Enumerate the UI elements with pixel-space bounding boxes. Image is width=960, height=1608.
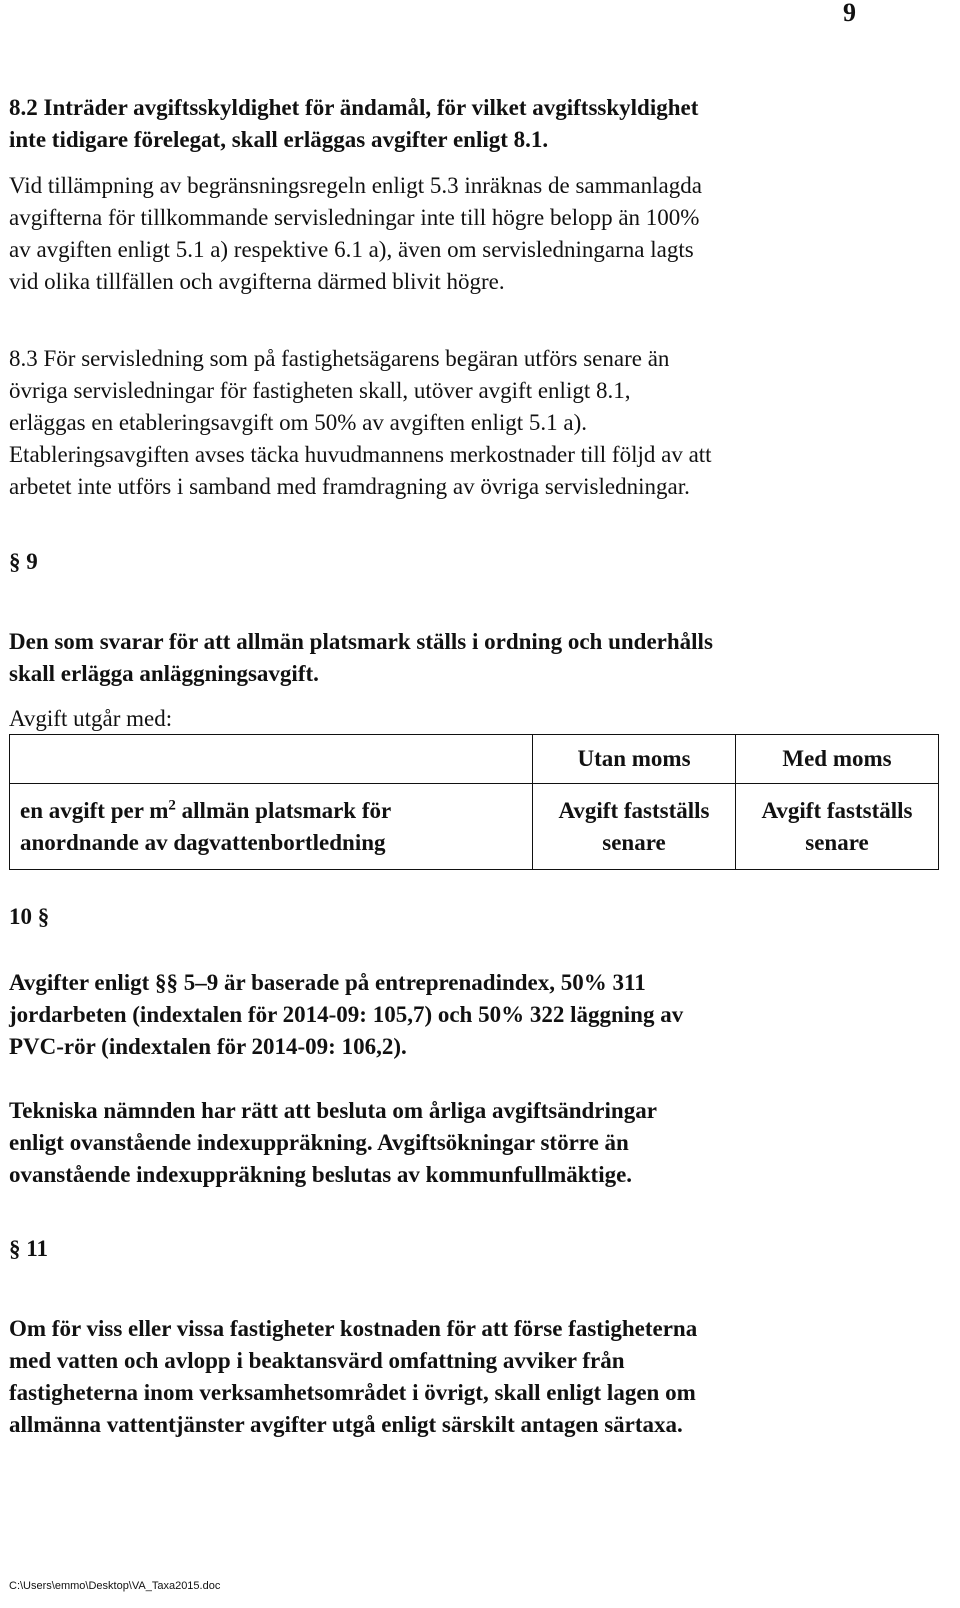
fee-value-incl-vat: Avgift fastställs senare: [736, 784, 939, 870]
text-line: 8.3 För servisledning som på fastighetsägarens begäran utförs senare än: [9, 346, 670, 371]
fee-value-excl-vat: Avgift fastställs senare: [533, 784, 736, 870]
section-8-2-heading: [9, 92, 939, 156]
section-11-heading: § 11: [9, 1236, 48, 1261]
text-line: en avgift per $m^2$ allmän platsmark för: [20, 796, 392, 823]
text-line: fastigheterna inom verksamhetsområdet i övrigt, skall enligt lagen om: [9, 1380, 696, 1405]
page-number: 9: [843, 0, 856, 27]
section-11-body: [9, 1313, 939, 1441]
text-line: Om för viss eller vissa fastigheter kostnaden för att förse fastigheterna: [9, 1316, 698, 1341]
text-line: med vatten och avlopp i beaktansvärd omfattning avviker från: [9, 1348, 625, 1373]
text-line: ovanstående indexuppräkning beslutas av kommunfullmäktige.: [9, 1162, 633, 1187]
text-line: 8.2 Inträder avgiftsskyldighet för ändamål, för vilket avgiftsskyldighet: [9, 95, 699, 120]
table-row: [10, 784, 939, 870]
section-9-body: [9, 626, 939, 690]
section-10-paragraph-2: [9, 1095, 939, 1191]
column-header-excl-vat: Utan moms: [533, 735, 736, 784]
text-line: erläggas en etableringsavgift om 50% av avgiften enligt 5.1 a).: [9, 410, 587, 435]
text-line: Vid tillämpning av begränsningsregeln enligt 5.3 inräknas de sammanlagda: [9, 173, 702, 198]
text-line: PVC-rör (indextalen för 2014-09: 106,2).: [9, 1034, 407, 1059]
text-line: övriga servisledningar för fastigheten skall, utöver avgift enligt 8.1,: [9, 378, 631, 403]
text-line: arbetet inte utförs i samband med framdragning av övriga servisledningar.: [9, 474, 690, 499]
text-line: jordarbeten (indextalen för 2014-09: 105,7) och 50% 322 läggning av: [9, 1002, 684, 1027]
fee-table-intro: Avgift utgår med:: [9, 706, 173, 731]
text-line: avgifterna för tillkommande servisledningar inte till högre belopp än 100%: [9, 205, 700, 230]
text-line: Tekniska nämnden har rätt att besluta om årliga avgiftsändringar: [9, 1098, 657, 1123]
section-9-heading: § 9: [9, 549, 38, 574]
table-header-row: [10, 735, 939, 784]
text-line: av avgiften enligt 5.1 a) respektive 6.1 a), även om servisledningarna lagts: [9, 237, 694, 262]
text-line: inte tidigare förelegat, skall erläggas avgifter enligt 8.1.: [9, 127, 549, 152]
fee-description: [10, 784, 533, 870]
section-10-heading: 10 §: [9, 904, 50, 929]
column-header-incl-vat: Med moms: [736, 735, 939, 784]
section-8-2-body: [9, 170, 939, 298]
text-line: anordnande av dagvattenbortledning: [20, 829, 386, 855]
section-10-paragraph-1: [9, 967, 939, 1063]
text-line: skall erlägga anläggningsavgift.: [9, 661, 319, 686]
text-line: Avgifter enligt §§ 5–9 är baserade på entreprenadindex, 50% 311: [9, 970, 646, 995]
fee-table: [9, 734, 939, 870]
text-line: Etableringsavgiften avses täcka huvudmannens merkostnader till följd av att: [9, 442, 712, 467]
text-line: vid olika tillfällen och avgifterna därmed blivit högre.: [9, 269, 505, 294]
text-line: enligt ovanstående indexuppräkning. Avgiftsökningar större än: [9, 1130, 629, 1155]
text-line: Den som svarar för att allmän platsmark ställs i ordning och underhålls: [9, 629, 713, 654]
section-8-3-body: [9, 343, 939, 503]
table-header-empty: [10, 735, 533, 784]
document-path-footer: C:\Users\emmo\Desktop\VA_Taxa2015.doc: [9, 1580, 221, 1592]
text-line: allmänna vattentjänster avgifter utgå enligt särskilt antagen särtaxa.: [9, 1412, 683, 1437]
